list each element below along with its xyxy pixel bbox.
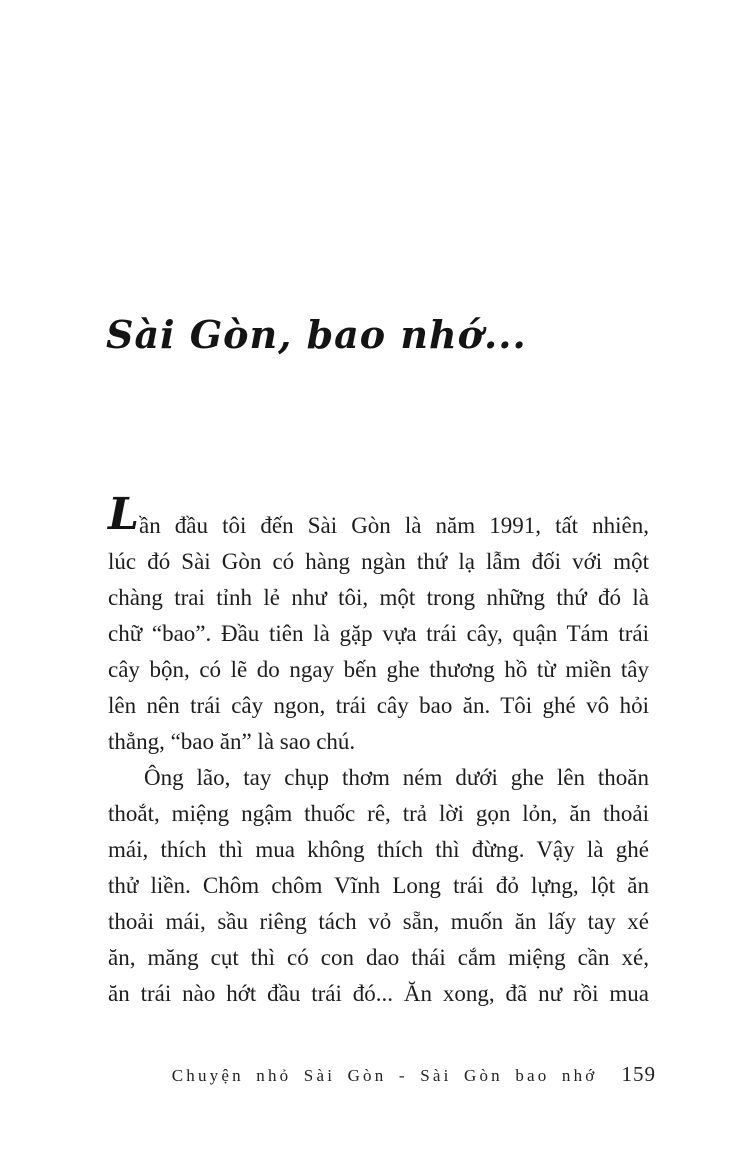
- body-line: thẳng, “bao ăn” là sao chú.: [108, 729, 356, 754]
- body-line: chàng trai tỉnh lẻ như tôi, một trong những thứ đó là: [108, 585, 649, 610]
- body-line: mái, thích thì mua không thích thì đừng. Vậy là ghé: [108, 837, 649, 862]
- body-line: Ông lão, tay chụp thơm ném dưới ghe lên thoăn: [144, 765, 649, 790]
- body-line: thoắt, miệng ngậm thuốc rê, trả lời gọn lỏn, ăn thoải: [108, 801, 649, 826]
- body-text: [108, 489, 649, 1012]
- running-title: Chuyện nhỏ Sài Gòn - Sài Gòn bao nhớ: [171, 1066, 598, 1085]
- body-line: chữ “bao”. Đầu tiên là gặp vựa trái cây, quận Tám trái: [108, 621, 649, 646]
- page-number: 159: [621, 1062, 656, 1086]
- body-line: thoải mái, sầu riêng tách vỏ sẵn, muốn ăn lấy tay xé: [108, 909, 649, 934]
- chapter-title: Sài Gòn, bao nhớ...: [106, 312, 527, 357]
- body-line: ăn, măng cụt thì có con dao thái cắm miệng cần xé,: [108, 945, 649, 970]
- body-line: lúc đó Sài Gòn có hàng ngàn thứ lạ lẫm đối với một: [108, 549, 649, 574]
- page-footer: [108, 1062, 656, 1087]
- drop-cap: L: [108, 489, 139, 540]
- body-line: ần đầu tôi đến Sài Gòn là năm 1991, tất nhiên,: [139, 513, 649, 538]
- body-line: thử liền. Chôm chôm Vĩnh Long trái đỏ lựng, lột ăn: [108, 873, 649, 898]
- body-line: ăn trái nào hớt đầu trái đó... Ăn xong, đã nư rồi mua: [108, 981, 649, 1006]
- body-line: lên nên trái cây ngon, trái cây bao ăn. Tôi ghé vô hỏi: [108, 693, 649, 718]
- body-line: cây bộn, có lẽ do ngay bến ghe thương hồ từ miền tây: [108, 657, 649, 682]
